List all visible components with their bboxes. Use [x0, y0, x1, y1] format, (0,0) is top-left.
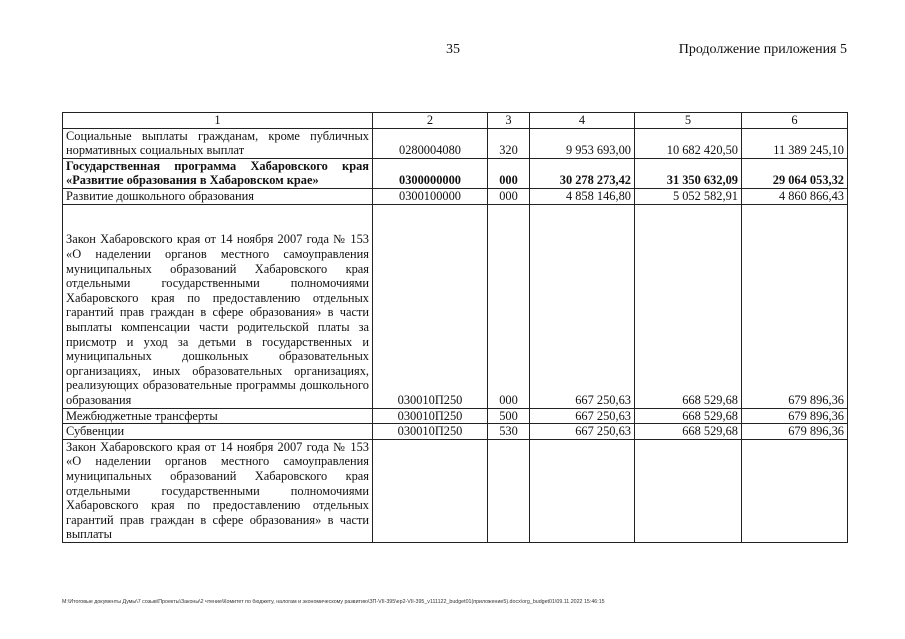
- row-code: 0300000000: [373, 158, 488, 188]
- budget-table: [62, 112, 848, 543]
- table-row: [63, 424, 848, 440]
- row-value-col5: [635, 439, 742, 542]
- row-code: 0280004080: [373, 128, 488, 158]
- row-type: 320: [488, 128, 530, 158]
- row-description: Закон Хабаровского края от 14 ноября 2007 года № 153 «О наделении органов местного самоуправления муниципальных образований Хабаровского края отдельными государственными полномочиями Хабаровского края по предоставлению отдельных гарантий прав граждан в сфере образования» в части выплаты компенсации части родительской платы за присмотр и уход за детьми в государственных и муниципальных дошкольных образовательных организациях, иных образовательных организациях, реализующих образовательные программы дошкольного образования: [63, 204, 373, 408]
- row-description: Государственная программа Хабаровского края «Развитие образования в Хабаровском крае»: [63, 158, 373, 188]
- row-value-col6: 11 389 245,10: [742, 128, 848, 158]
- row-value-col4: 667 250,63: [530, 408, 635, 424]
- column-header: 1: [63, 113, 373, 129]
- row-value-col6: [742, 439, 848, 542]
- row-code: 0300100000: [373, 188, 488, 204]
- table-row: [63, 128, 848, 158]
- column-header: 2: [373, 113, 488, 129]
- page-number: 35: [446, 42, 460, 57]
- row-value-col5: 10 682 420,50: [635, 128, 742, 158]
- row-code: 030010П250: [373, 424, 488, 440]
- table-row: [63, 439, 848, 542]
- row-description: Закон Хабаровского края от 14 ноября 2007 года № 153 «О наделении органов местного самоуправления муниципальных образований Хабаровского края отдельными государственными полномочиями Хабаровского края по предоставлению отдельных гарантий прав граждан в сфере образования» в части выплаты: [63, 439, 373, 542]
- table-row: [63, 158, 848, 188]
- column-header: 6: [742, 113, 848, 129]
- row-type: 000: [488, 158, 530, 188]
- row-type: 000: [488, 188, 530, 204]
- row-value-col5: 31 350 632,09: [635, 158, 742, 188]
- column-header: 5: [635, 113, 742, 129]
- row-type: 000: [488, 204, 530, 408]
- column-header: 4: [530, 113, 635, 129]
- row-code: [373, 439, 488, 542]
- table-row: [63, 408, 848, 424]
- row-value-col5: 668 529,68: [635, 408, 742, 424]
- row-value-col4: [530, 439, 635, 542]
- row-value-col4: 667 250,63: [530, 424, 635, 440]
- row-description: Социальные выплаты гражданам, кроме публичных нормативных социальных выплат: [63, 128, 373, 158]
- row-type: [488, 439, 530, 542]
- table-row: [63, 188, 848, 204]
- row-value-col5: 5 052 582,91: [635, 188, 742, 204]
- row-value-col4: 30 278 273,42: [530, 158, 635, 188]
- row-value-col6: 679 896,36: [742, 204, 848, 408]
- document-file-path: M:\Итоговые документы Думы\7 созыв\Проекты\Законы\2 чтение\Комитет по бюджету, налогам и экономическому развитию\ЗП-VII-395\ер2-VII-395_v111122_budget01(приложение5).docx\org_budget01\09.11.2022 15:46:15: [62, 599, 605, 605]
- row-code: 030010П250: [373, 408, 488, 424]
- row-value-col4: 667 250,63: [530, 204, 635, 408]
- row-value-col6: 29 064 053,32: [742, 158, 848, 188]
- row-description: Межбюджетные трансферты: [63, 408, 373, 424]
- row-value-col4: 9 953 693,00: [530, 128, 635, 158]
- table-header-row: [63, 113, 848, 129]
- row-value-col5: 668 529,68: [635, 424, 742, 440]
- row-value-col5: 668 529,68: [635, 204, 742, 408]
- appendix-continuation-note: Продолжение приложения 5: [678, 42, 847, 57]
- row-description: Субвенции: [63, 424, 373, 440]
- row-value-col6: 4 860 866,43: [742, 188, 848, 204]
- row-value-col6: 679 896,36: [742, 424, 848, 440]
- row-value-col6: 679 896,36: [742, 408, 848, 424]
- row-type: 500: [488, 408, 530, 424]
- column-header: 3: [488, 113, 530, 129]
- row-value-col4: 4 858 146,80: [530, 188, 635, 204]
- table-row: [63, 204, 848, 408]
- row-code: 030010П250: [373, 204, 488, 408]
- row-description: Развитие дошкольного образования: [63, 188, 373, 204]
- row-type: 530: [488, 424, 530, 440]
